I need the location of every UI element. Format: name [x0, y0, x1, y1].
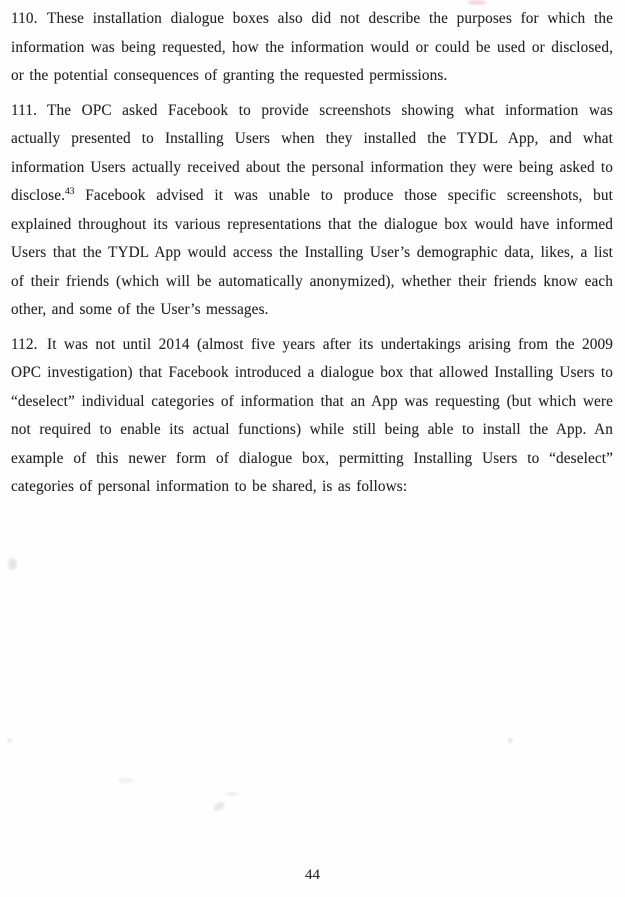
- document-text-block: [11, 5, 613, 508]
- paragraph-111-text-after-footnote: Facebook advised it was unable to produce those specific screenshots, but explained throughout its various representations that the dialogue box would have informed Users that the TYDL App would access the Installing User’s demographic data, likes, a list of their friends (which will be automatically anonymized), whether their friends know each other, and some of the User’s messages.: [11, 187, 613, 318]
- scan-artifact: [8, 558, 17, 570]
- paragraph-111-number: 111.: [11, 101, 38, 119]
- paragraph-111-text-before-footnote: The OPC asked Facebook to provide screenshots showing what information was actually presented to Installing Users when they installed the TYDL App, and what information Users actually received about the personal information they were being asked to disclose.: [11, 101, 613, 204]
- paragraph-110: [11, 5, 613, 91]
- scan-artifact: [7, 738, 12, 743]
- page-number: 44: [305, 867, 320, 883]
- paragraph-112-text: It was not until 2014 (almost five years after its undertakings arising from the 2009 OPC investigation) that Facebook introduced a dialogue box that allowed Installing Users to “deselect” individual categories of information that an App was requesting (but which were not required to enable its actual functions) while still being able to install the App. An example of this newer form of dialogue box, permitting Installing Users to “deselect” categories of personal information to be shared, is as follows:: [11, 335, 613, 495]
- paragraph-110-text: These installation dialogue boxes also did not describe the purposes for which the information was being requested, how the information would or could be used or disclosed, or the potential consequences of granting the requested permissions.: [11, 10, 613, 84]
- scan-artifact: [118, 778, 134, 783]
- paragraph-112: [11, 331, 613, 502]
- scan-artifact: [508, 738, 513, 743]
- footnote-marker-43: 43: [65, 187, 75, 197]
- scan-artifact: [225, 792, 239, 796]
- paragraph-111: [11, 97, 613, 325]
- paragraph-110-number: 110.: [11, 10, 38, 27]
- scan-artifact: [212, 800, 226, 812]
- paragraph-112-number: 112.: [11, 335, 38, 353]
